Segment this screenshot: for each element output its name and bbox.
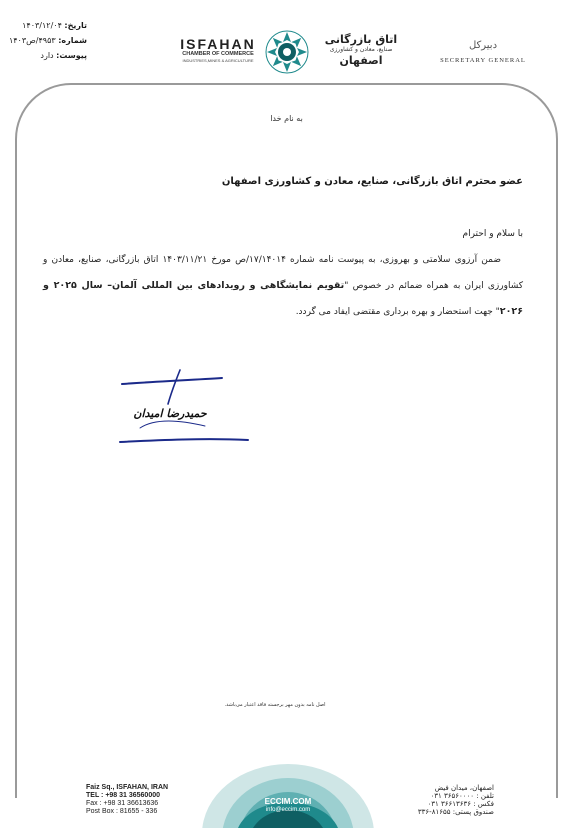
date-label: تاریخ: [64, 21, 87, 30]
fa-address: اصفهان، میدان فیض [434, 784, 494, 792]
body-part2: " جهت استحضار و بهره برداری مقتضی ایفاد می گردد. [295, 307, 500, 317]
fa-fax: فکس : ۳۶۶۱۳۶۳۶ ۰۳۱ [427, 800, 494, 808]
secretary-fa: دبیرکل [468, 40, 498, 51]
fa-pobox: صندوق پستی: ۸۱۶۵۵-۳۳۶ [417, 808, 494, 816]
logo-fa-line2: صنایع، معادن و کشاورزی [329, 46, 393, 53]
secretary-en: SECRETARY GENERAL [440, 57, 526, 64]
attachment-label: پیوست: [56, 51, 87, 60]
logo-fa-line3: اصفهان [339, 54, 383, 67]
en-tel: TEL : +98 31 36560000 [86, 792, 161, 799]
website-text[interactable]: ECCIM.COM [264, 797, 312, 806]
logo-english [172, 37, 264, 63]
attachment-value: دارد [40, 51, 54, 60]
logo-fa-line1: اتاق بازرگانی [324, 33, 398, 46]
number-row [8, 33, 87, 48]
footer-address-farsi [384, 784, 494, 816]
fa-tel: تلفن : ۳۶۵۶۰۰۰۰ ۰۳۱ [430, 792, 494, 800]
attachment-row [12, 48, 87, 63]
chamber-logo [172, 27, 408, 77]
en-fax: Fax : +98 31 36613636 [86, 800, 159, 807]
en-address: Faiz Sq., ISFAHAN, IRAN [86, 784, 169, 791]
body-bold-subject: تقویم نمایشگاهی و رویدادهای بین المللی آلمان– سال ۲۰۲۵ و ۲۰۲۶ [43, 280, 523, 317]
body-part1: ضمن آرزوی سلامتی و بهروزی، به پیوست نامه شماره ۱۷/۱۴۰۱۴/ص مورخ ۱۴۰۳/۱۱/۲۱ اتاق بازرگانی، صنایع، معادن و کشاورزی ایران به همراه ضمائم در خصوص " [43, 255, 524, 291]
letter-meta [8, 18, 87, 63]
logo-farsi [314, 33, 408, 68]
email-text[interactable]: info@eccim.com [265, 807, 311, 813]
validity-note: اصل نامه بدون مهر برجسته فاقد اعتبار می‌باشد. [224, 702, 326, 708]
logo-en-line3: INDUSTRIES,MINES & AGRICULTURE [182, 58, 254, 63]
date-value: ۱۴۰۳/۱۲/۰۴ [22, 21, 62, 30]
footer-website [236, 797, 340, 814]
number-value: ۴۹۵۳/ص۱۴۰۳ [8, 36, 56, 45]
letter-frame [15, 83, 558, 798]
body-paragraph [43, 247, 523, 325]
basmala: به نام خدا [270, 114, 303, 123]
secretary-general-title [436, 40, 530, 64]
chamber-emblem-icon [264, 29, 310, 75]
date-row [12, 18, 87, 33]
footer-address-english [86, 784, 196, 816]
en-pobox: Post Box : 81655 - 336 [86, 808, 158, 815]
logo-en-name: ISFAHAN [180, 36, 256, 52]
footer-emblem-icon [198, 742, 378, 828]
greeting: با سلام و احترام [462, 229, 523, 239]
addressee: عضو محترم اتاق بازرگانی، صنایع، معادن و کشاورزی اصفهان [221, 176, 523, 187]
signer-name: حمیدرضا امیدان [133, 407, 207, 420]
number-label: شماره: [58, 36, 87, 45]
logo-en-line2: CHAMBER OF COMMERCE [182, 51, 254, 57]
letter-body [43, 221, 523, 325]
